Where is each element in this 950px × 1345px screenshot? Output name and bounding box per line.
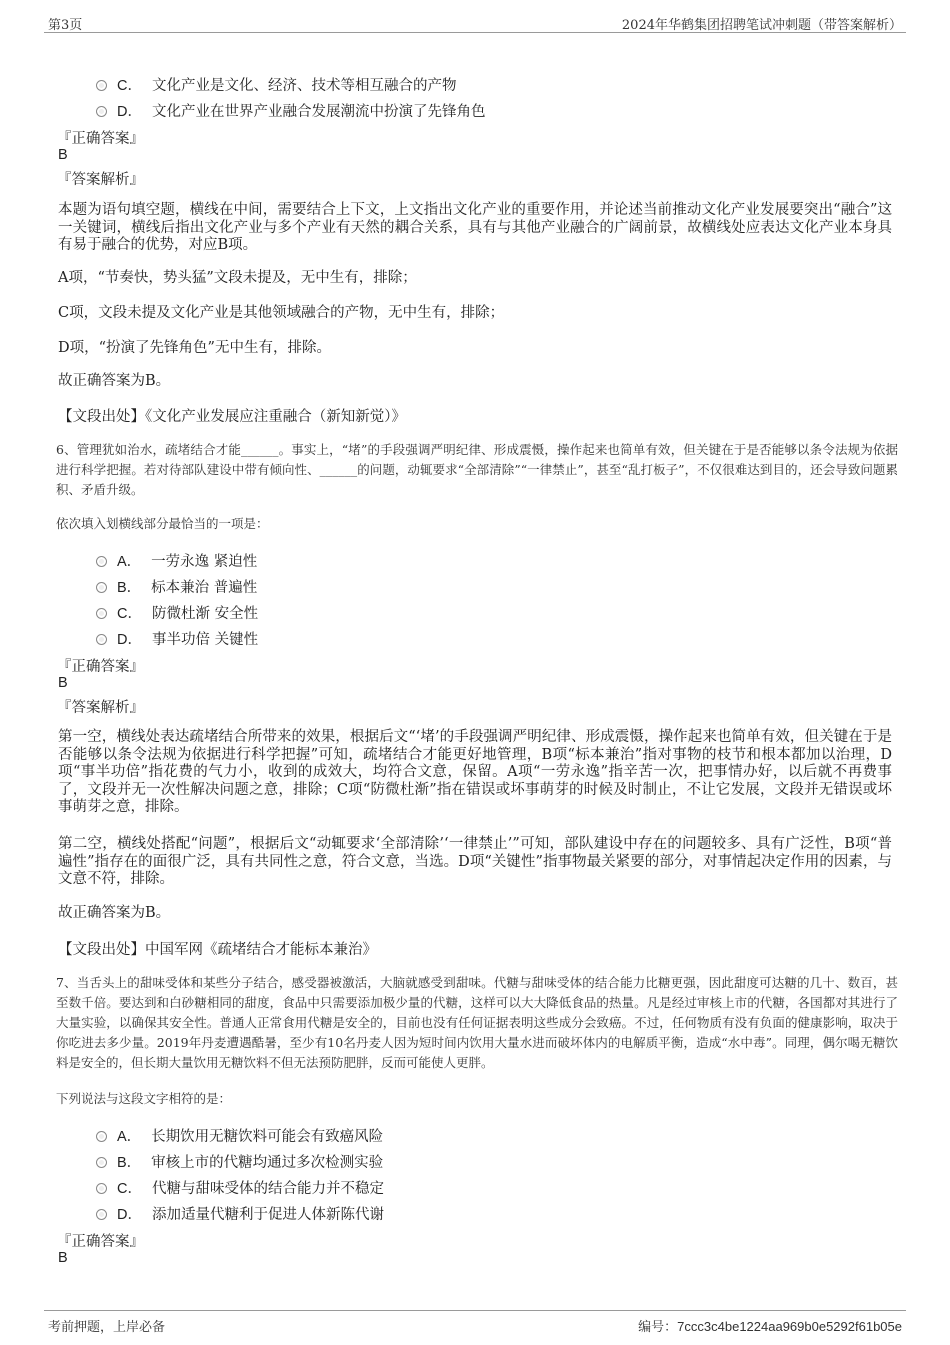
- radio-icon[interactable]: [96, 1131, 107, 1142]
- q5-analysis-label: 『答案解析』: [57, 172, 144, 188]
- q6-answer-label: 『正确答案』: [57, 659, 144, 675]
- q6-option-d[interactable]: D． 事半功倍 关键性: [96, 628, 258, 649]
- q5-analysis-para: D项，“扮演了先锋角色”无中生有，排除。: [58, 340, 331, 356]
- q6-prompt: 依次填入划横线部分最恰当的一项是：: [56, 516, 269, 531]
- q6-analysis-label: 『答案解析』: [57, 700, 144, 716]
- q6-source: 【文段出处】中国军网《疏堵结合才能标本兼治》: [58, 942, 377, 958]
- q7-prompt: 下列说法与这段文字相符的是：: [56, 1091, 232, 1106]
- radio-icon[interactable]: [96, 582, 107, 593]
- q6-analysis-para: 故正确答案为B。: [58, 905, 171, 921]
- q7-answer-label: 『正确答案』: [57, 1234, 144, 1250]
- radio-icon[interactable]: [96, 80, 107, 91]
- q7-option-c[interactable]: C． 代糖与甜味受体的结合能力并不稳定: [96, 1177, 384, 1198]
- radio-icon[interactable]: [96, 1209, 107, 1220]
- radio-icon[interactable]: [96, 1183, 107, 1194]
- q7-stem: 7、当舌头上的甜味受体和某些分子结合，感受器被激活，大脑就感受到甜味。代糖与甜味受体的结合能力比糖更强，因此甜度可达糖的几十、数百，甚至数千倍。要达到和白砂糖相同的甜度，食品中只需要添加极少量的代糖，这样可以大大降低食品的热量。凡是经过审核上市的代糖，各国都对其进行了大量实验，以确保其安全性。普通人正常食用代糖是安全的，目前也没有任何证据表明这些成分会致癌。不过，任何物质有没有负面的健康影响，取决于你吃进去多少量。2019年丹麦遭遇酷暑，至少有10名丹麦人因为短时间内饮用大量水进而破坏体内的电解质平衡，造成“水中毒”。同理，偶尔喝无糖饮料是安全的，但长期大量饮用无糖饮料不但无法预防肥胖，反而可能使人更胖。: [56, 975, 898, 1070]
- q5-answer: B: [58, 147, 68, 163]
- q7-option-a[interactable]: A． 长期饮用无糖饮料可能会有致癌风险: [96, 1125, 383, 1146]
- q5-source: 【文段出处】《文化产业发展应注重融合（新知新觉）》: [58, 409, 406, 425]
- page-number: 第3页: [48, 18, 83, 33]
- q6-option-b[interactable]: B． 标本兼治 普遍性: [96, 576, 257, 597]
- radio-icon[interactable]: [96, 1157, 107, 1168]
- q5-analysis-para: 本题为语句填空题，横线在中间，需要结合上下文，上文指出文化产业的重要作用，并论述当前推动文化产业发展要突出“融合”这一关键词，横线后指出文化产业与多个产业有天然的耦合关系，具有与其他产业融合的广阔前景，故横线处应表达文化产业本身具有易于融合的优势，对应B项。: [58, 202, 892, 253]
- radio-icon[interactable]: [96, 556, 107, 567]
- radio-icon[interactable]: [96, 634, 107, 645]
- page-header: [44, 10, 906, 33]
- page-footer: [44, 1310, 906, 1337]
- q5-option-d[interactable]: D． 文化产业在世界产业融合发展潮流中扮演了先锋角色: [96, 100, 485, 121]
- q7-option-d[interactable]: D． 添加适量代糖利于促进人体新陈代谢: [96, 1203, 384, 1224]
- q6-stem: 6、管理犹如治水，疏堵结合才能______。事实上，“堵”的手段强调严明纪律、形成震慑，操作起来也简单有效，但关键在于是否能够以条令法规为依据进行科学把握。若对待部队建设中带有倾向性、______的问题，动辄要求“全部清除”“一律禁止”，甚至“乱打板子”，不仅很难达到目的，还会导致问题累积、矛盾升级。: [56, 442, 898, 497]
- document-title: 2024年华鹤集团招聘笔试冲刺题（带答案解析）: [621, 18, 902, 33]
- q5-option-c[interactable]: C． 文化产业是文化、经济、技术等相互融合的产物: [96, 74, 456, 95]
- q6-answer: B: [58, 675, 68, 691]
- q5-analysis-para: A项，“节奏快，势头猛”文段未提及，无中生有，排除；: [58, 270, 417, 286]
- q6-option-c[interactable]: C． 防微杜渐 安全性: [96, 602, 258, 623]
- q5-analysis-para: C项，文段未提及文化产业是其他领域融合的产物，无中生有，排除；: [58, 305, 505, 321]
- q6-analysis-para: 第一空，横线处表达疏堵结合所带来的效果，根据后文“‘堵’的手段强调严明纪律、形成震慑，操作起来也简单有效，但关键在于是否能够以条令法规为依据进行科学把握”可知，疏堵结合才能更好地管理，B项“标本兼治”指对事物的枝节和根本都加以治理，D项“事半功倍”指花费的气力小，收到的成效大，均符合文意，保留。A项“一劳永逸”指辛苦一次，把事情办好，以后就不再费事了，文段并无一次性解决问题之意，排除；C项“防微杜渐”指在错误或坏事萌芽的时候及时制止，不让它发展，文段并无错误或坏事萌芽之意，排除。: [58, 729, 892, 815]
- q7-option-b[interactable]: B． 审核上市的代糖均通过多次检测实验: [96, 1151, 383, 1172]
- q6-analysis-para: 第二空，横线处搭配“问题”，根据后文“动辄要求‘全部清除’‘一律禁止’”可知，部队建设中存在的问题较多、具有广泛性，B项“普遍性”指存在的面很广泛，具有共同性之意，符合文意，当选。D项“关键性”指事物最关紧要的部分，对事情起决定作用的因素，与文意不符，排除。: [58, 836, 892, 887]
- q5-answer-label: 『正确答案』: [57, 131, 144, 147]
- document-code: 编号：7ccc3c4be1224aa969b0e5292f61b05e: [638, 1319, 902, 1334]
- q5-analysis-para: 故正确答案为B。: [58, 373, 171, 389]
- q7-answer: B: [58, 1250, 68, 1266]
- footer-slogan: 考前押题，上岸必备: [48, 1320, 166, 1335]
- q6-option-a[interactable]: A． 一劳永逸 紧迫性: [96, 550, 257, 571]
- radio-icon[interactable]: [96, 106, 107, 117]
- radio-icon[interactable]: [96, 608, 107, 619]
